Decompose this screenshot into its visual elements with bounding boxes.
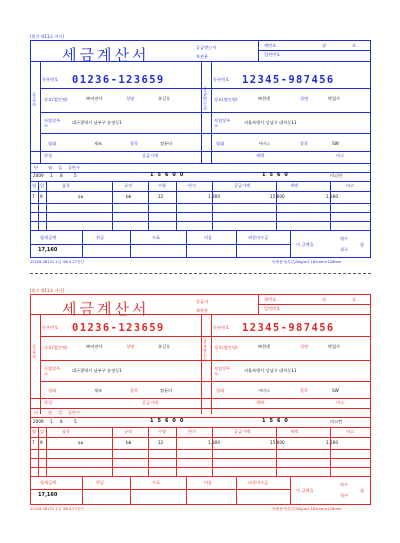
buyer-addr-label-red: 사업장주소 [214,366,231,377]
write-year: 2009 [33,173,44,178]
summary-write-red: 작성 [44,400,53,405]
row-spec-red: bb [126,440,132,445]
kwon-label: 권 [322,43,327,48]
supplier-reg-number: 01236-123659 [72,74,165,86]
total-label: 합계금액 [40,235,57,240]
copy-label-red-2: 보관용 [196,308,209,313]
buyer-item-label: 종목 [300,141,309,146]
supplier-side-label: 공급자 [32,92,37,108]
supplier-rep-red: 홍길동 [158,344,171,349]
receipt-suffix: 함 [360,242,365,247]
book-no-label-red: 책번호 [264,297,277,302]
sub-blank-red: 공란수 [68,410,81,415]
copy-label-red: 공급자 [196,299,209,304]
serial-no-label: 일련번호 [264,52,281,57]
row-tax: 1,560 [326,194,338,199]
buyer-side-label: 공급받는자 [203,86,208,112]
supplier-item-red: 컴퓨터 [160,388,173,393]
footer-approval-red: 22226-28131 1일 '96.3.27승인 [30,507,84,511]
buyer-name-label: 상호(법인명) [214,97,238,102]
sub-month: 월 [48,165,53,170]
buyer-company-red: ㈜한빛 [258,344,271,349]
col-note: 비고 [346,183,355,188]
kwon-label-red: 권 [322,297,327,302]
supplier-rep: 홍길동 [158,96,171,101]
item-label-red: 종목 [130,388,139,393]
row-item: aa [78,194,84,199]
footer-paper-red: 인쇄용지(특급)34g/m2 182mm×128mm [272,507,342,511]
buyer-reg-label: 등록번호 [213,77,230,82]
write-day: 8 [60,173,63,178]
write-month-red: 1 [50,419,53,424]
check-label-red: 수표 [152,480,161,485]
buyer-rep-label-red: 성명 [300,344,309,349]
buyer-rep-red: 박철수 [328,344,341,349]
credit-label: 외상미수금 [248,235,269,240]
buyer-reg-number-red: 12345-987456 [242,322,335,334]
row-spec: bb [126,194,132,199]
write-month: 1 [50,173,53,178]
col-month-red: 월 [32,429,37,434]
row-month: 7 [32,194,35,199]
serial-no-label-red: 일련번호 [264,306,281,311]
ho-label-red: 호 [352,297,357,302]
col-amount-red: 공급가액 [234,429,251,434]
sub-day-red: 일 [58,410,63,415]
buyer-addr-red: 서울특별시 강남구 대치동11 [244,368,297,373]
receipt-opt-1-red: 영수 [340,482,349,487]
summary-tax-red: 세액 [256,400,265,405]
buyer-type: 서비스 [258,141,271,146]
row-qty-red: 12 [158,440,164,445]
receipt-text-red: 이 금액을 [296,488,314,493]
remark-value-red: 비고란 [330,419,343,424]
type-label: 업태 [48,141,57,146]
cash-label: 현금 [96,235,105,240]
col-spec: 규격 [124,183,133,188]
col-item: 품목 [62,183,71,188]
summary-tax: 세액 [256,153,265,158]
supplier-type: 제조 [94,141,103,146]
buyer-item: SW [332,141,339,146]
summary-supply-red: 공급가액 [142,400,159,405]
row-day-red: 9 [40,440,43,445]
form-tag-red: [별지 제11호 서식] [30,288,64,293]
receipt-text: 이 금액을 [296,242,314,247]
supplier-item: 컴퓨터 [160,141,173,146]
invoice-title: 세금계산서 [62,46,150,64]
buyer-reg-label-red: 등록번호 [213,325,230,330]
invoice-title-red: 세금계산서 [62,300,150,318]
col-tax-red: 세액 [290,429,299,434]
cut-line [30,273,371,274]
write-day-red: 8 [60,419,63,424]
cash-label-red: 현금 [96,480,105,485]
buyer-side-label-red: 공급받는자 [203,338,208,364]
supplier-company: ㈜비전사 [86,96,103,101]
write-year-red: 2009 [33,419,44,424]
sub-year: 년 [34,165,39,170]
buyer-type-red: 서비스 [258,388,271,393]
summary-remark: 비고 [336,153,345,158]
total-amount-red: 17,160 [38,492,58,498]
row-amount-red: 15,600 [270,440,285,445]
sub-blank: 공란수 [68,165,81,170]
col-price: 단가 [188,183,197,188]
row-day: 9 [40,194,43,199]
col-amount: 공급가액 [234,183,251,188]
note-label-red: 어음 [204,480,213,485]
footer-paper: 인쇄용지(특급)34g/m2 182mm×128mm [272,260,342,264]
receipt-opt-1: 영수 [340,236,349,241]
supplier-side-label-red: 공급자 [32,344,37,360]
item-label: 종목 [130,141,139,146]
buyer-rep-label: 성명 [300,96,309,101]
buyer-reg-number: 12345-987456 [242,74,335,86]
credit-label-red: 외상미수금 [248,480,269,485]
row-amount: 15,600 [270,194,285,199]
write-blank-red: 5 [74,419,77,424]
buyer-addr: 서울특별시 강남구 대치동11 [244,120,297,125]
summary-remark-red: 비고 [336,400,345,405]
summary-supply: 공급가액 [142,153,159,158]
summary-write: 작성 [44,153,53,158]
reg-label-red: 등록번호 [42,325,59,330]
ho-label: 호 [352,43,357,48]
addr-label-red: 사업장주소 [44,366,61,377]
row-month-red: 7 [32,440,35,445]
name-label: 상호(법인명) [44,97,68,102]
type-label-red: 업태 [48,388,57,393]
buyer-rep: 박철수 [328,96,341,101]
row-tax-red: 1,560 [326,440,338,445]
col-qty-red: 수량 [158,429,167,434]
col-month: 월 [32,183,37,188]
rep-label: 성명 [126,96,135,101]
tax-amount: 1560 [262,172,292,178]
buyer-company: ㈜한빛 [258,96,271,101]
sub-month-red: 월 [48,410,53,415]
copy-label-2: 보관용 [196,54,209,59]
write-blank: 5 [74,173,77,178]
note-label: 어음 [204,235,213,240]
row-price: 1,300 [208,194,220,199]
col-day-red: 일 [40,429,45,434]
buyer-type-label: 업태 [216,141,225,146]
col-note-red: 비고 [346,429,355,434]
supplier-company-red: ㈜비전사 [86,344,103,349]
supply-amount: 15600 [150,172,188,178]
row-price-red: 1,300 [208,440,220,445]
supplier-type-red: 제조 [94,388,103,393]
name-label-red: 상호(법인명) [44,345,68,350]
col-day: 일 [40,183,45,188]
total-label-red: 합계금액 [40,480,57,485]
receipt-opt-2-red: 청구 [340,493,349,498]
addr-label: 사업장주소 [44,118,61,129]
buyer-type-label-red: 업태 [216,388,225,393]
receipt-opt-2: 청구 [340,247,349,252]
buyer-addr-label: 사업장주소 [214,118,231,129]
buyer-item-red: SW [332,388,339,393]
copy-label: 공급받는자 [196,45,217,50]
buyer-name-label-red: 상호(법인명) [214,345,238,350]
col-qty: 수량 [158,183,167,188]
col-tax: 세액 [290,183,299,188]
col-spec-red: 규격 [124,429,133,434]
row-qty: 12 [158,194,164,199]
remark-value: 비고란 [330,173,343,178]
total-amount: 17,160 [38,247,58,253]
receipt-suffix-red: 함 [360,488,365,493]
col-item-red: 품목 [62,429,71,434]
sub-year-red: 년 [34,410,39,415]
form-tag: [별지 제11호 서식] [30,34,64,39]
row-item-red: aa [78,440,84,445]
book-no-label: 책번호 [264,43,277,48]
supplier-addr: 대구광역시 남부구 송정동1 [72,120,122,125]
check-label: 수표 [152,235,161,240]
footer-approval: 22226-28131 1일 '96.3.27승인 [30,260,84,264]
supplier-reg-number-red: 01236-123659 [72,322,165,334]
reg-label: 등록번호 [42,77,59,82]
col-price-red: 단가 [188,429,197,434]
rep-label-red: 성명 [126,344,135,349]
supply-amount-red: 15600 [150,418,188,424]
buyer-item-label-red: 종목 [300,388,309,393]
supplier-addr-red: 대구광역시 남부구 송정동1 [72,368,122,373]
sub-day: 일 [58,165,63,170]
tax-amount-red: 1560 [262,418,292,424]
